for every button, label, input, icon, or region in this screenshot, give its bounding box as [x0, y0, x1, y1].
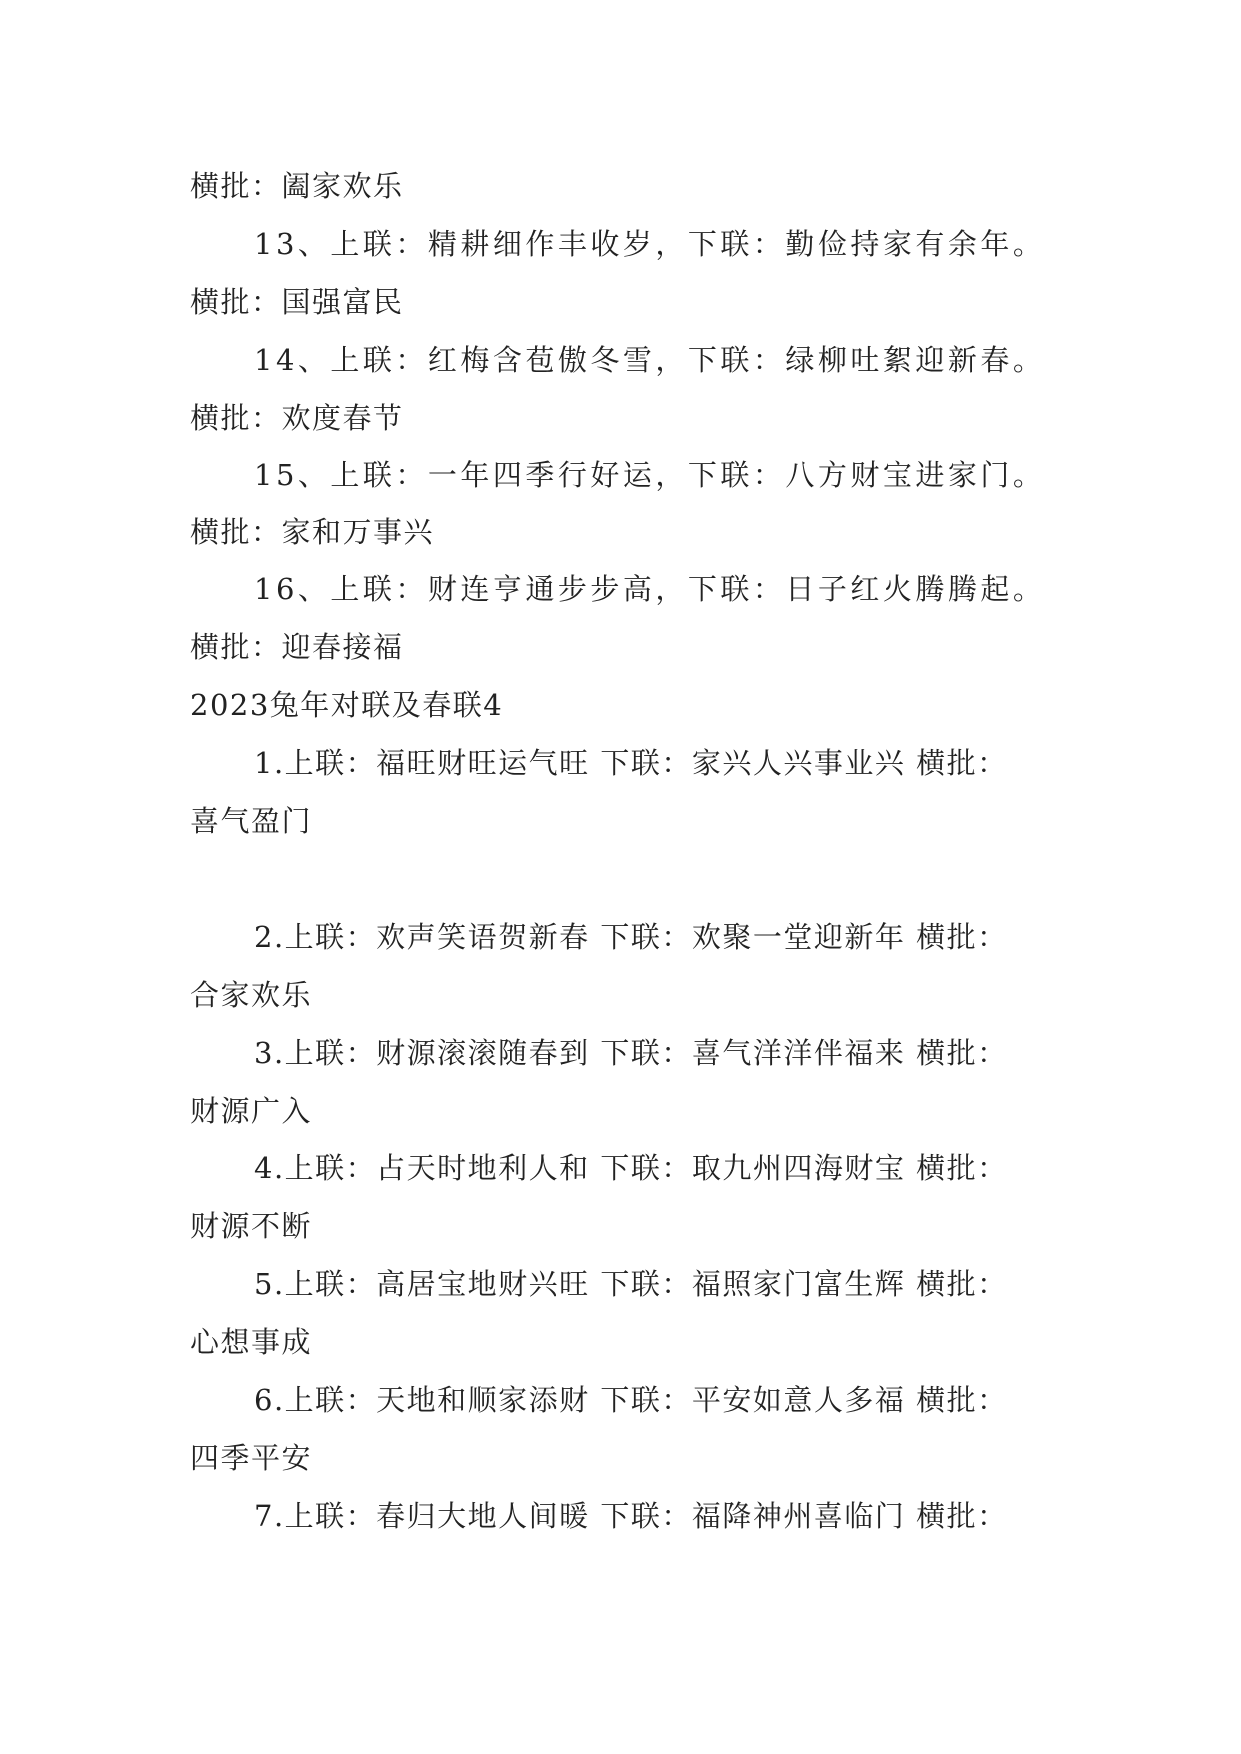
text-line: 3.上联：财源滚滚随春到 下联：喜气洋洋伴福来 横批：: [254, 1036, 1008, 1070]
text-line: 横批：国强富民: [190, 285, 404, 319]
text-line: 横批：家和万事兴: [190, 515, 435, 549]
text-line: 6.上联：天地和顺家添财 下联：平安如意人多福 横批：: [254, 1383, 1008, 1417]
text-line: 心想事成: [190, 1325, 313, 1359]
text-line: 横批：欢度春节: [190, 401, 404, 435]
text-line: 16、上联：财连亨通步步高，下联：日子红火腾腾起。: [254, 572, 1046, 606]
text-line: 1.上联：福旺财旺运气旺 下联：家兴人兴事业兴 横批：: [254, 746, 1008, 780]
text-line: 喜气盈门: [190, 804, 313, 838]
text-line: 7.上联：春归大地人间暖 下联：福降神州喜临门 横批：: [254, 1499, 1008, 1533]
text-line: 14、上联：红梅含苞傲冬雪，下联：绿柳吐絮迎新春。: [254, 343, 1046, 377]
text-line: 15、上联：一年四季行好运，下联：八方财宝进家门。: [254, 458, 1046, 492]
section-heading: 2023兔年对联及春联4: [190, 688, 504, 722]
text-line: 4.上联：占天时地利人和 下联：取九州四海财宝 横批：: [254, 1151, 1008, 1185]
text-line: 2.上联：欢声笑语贺新春 下联：欢聚一堂迎新年 横批：: [254, 920, 1008, 954]
text-line: 四季平安: [190, 1441, 313, 1475]
text-line: 财源不断: [190, 1209, 313, 1243]
text-line: 合家欢乐: [190, 978, 313, 1012]
text-line: 横批：迎春接福: [190, 630, 404, 664]
text-line: 财源广入: [190, 1094, 313, 1128]
text-line: 13、上联：精耕细作丰收岁，下联：勤俭持家有余年。: [254, 227, 1046, 261]
text-line: 横批：阖家欢乐: [190, 169, 404, 203]
text-line: 5.上联：高居宝地财兴旺 下联：福照家门富生辉 横批：: [254, 1267, 1008, 1301]
